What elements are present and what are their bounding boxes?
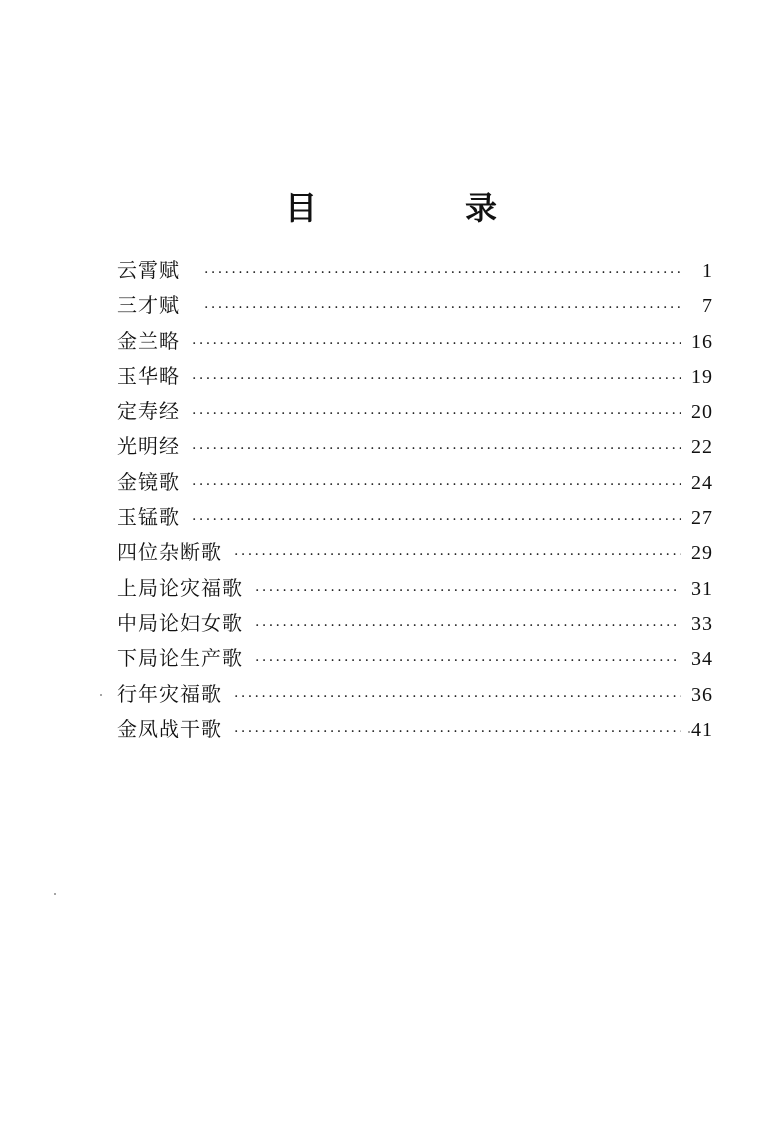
toc-page-number: 36 <box>691 683 713 706</box>
table-of-contents <box>117 253 713 747</box>
toc-entry-title: 光明经 <box>117 434 180 459</box>
toc-entry[interactable] <box>117 535 713 570</box>
toc-entry-title: 玉锰歌 <box>117 505 180 530</box>
dot-leader <box>192 362 681 397</box>
toc-entry[interactable] <box>117 500 713 535</box>
page-title: 目 录 <box>284 189 555 227</box>
toc-entry-title: 定寿经 <box>117 399 180 424</box>
toc-entry[interactable] <box>117 359 713 394</box>
toc-entry-title: 三才赋 <box>117 293 180 318</box>
dot-leader <box>192 397 681 432</box>
toc-page-number: 31 <box>691 577 713 600</box>
toc-entry[interactable] <box>117 606 713 641</box>
toc-page-number: 7 <box>702 295 713 318</box>
toc-entry-title: 四位杂断歌 <box>117 540 222 565</box>
dot-leader <box>204 256 681 291</box>
dot-leader <box>192 468 681 503</box>
dot-leader <box>234 538 681 573</box>
dot-leader <box>255 609 681 644</box>
toc-page-number: 24 <box>691 471 713 494</box>
toc-page-number: 22 <box>691 436 713 459</box>
dot-leader <box>192 432 681 467</box>
toc-page-number: 27 <box>691 507 713 530</box>
dot-leader <box>234 715 681 750</box>
toc-entry[interactable] <box>117 641 713 676</box>
toc-entry-title: 上局论灾福歌 <box>117 575 243 600</box>
toc-entry-title: 行年灾福歌 <box>117 681 222 706</box>
dot-leader <box>192 503 681 538</box>
toc-entry[interactable] <box>117 429 713 464</box>
toc-page-number: 16 <box>691 330 713 353</box>
toc-entry-title: 金兰略 <box>117 328 180 353</box>
dot-leader <box>234 680 681 715</box>
toc-entry[interactable] <box>117 677 713 712</box>
toc-entry-title: 云霄赋 <box>117 258 180 282</box>
toc-entry-title: 玉华略 <box>117 363 180 388</box>
scan-speck <box>54 893 56 895</box>
dot-leader <box>255 574 681 609</box>
toc-entry-title: 下局论生产歌 <box>117 646 243 671</box>
toc-page-number: 29 <box>691 542 713 565</box>
toc-page-number: 20 <box>691 401 713 424</box>
toc-entry[interactable] <box>117 712 713 747</box>
toc-page-number: 33 <box>691 612 713 635</box>
scan-speck <box>688 731 690 733</box>
toc-entry[interactable] <box>117 571 713 606</box>
toc-entry[interactable] <box>117 394 713 429</box>
toc-entry-title: 中局论妇女歌 <box>117 610 243 635</box>
toc-entry[interactable] <box>117 465 713 500</box>
dot-leader <box>192 327 681 362</box>
toc-page-number: 1 <box>702 260 713 282</box>
toc-entry-title: 金凤战干歌 <box>117 716 222 741</box>
dot-leader <box>255 644 681 679</box>
scan-speck <box>100 694 102 696</box>
toc-page-number: 41 <box>691 718 713 741</box>
toc-entry[interactable] <box>117 288 713 323</box>
toc-entry[interactable] <box>117 324 713 359</box>
toc-entry[interactable] <box>117 253 713 288</box>
toc-entry-title: 金镜歌 <box>117 469 180 494</box>
dot-leader <box>204 291 681 326</box>
toc-page-number: 19 <box>691 365 713 388</box>
toc-page-number: 34 <box>691 648 713 671</box>
